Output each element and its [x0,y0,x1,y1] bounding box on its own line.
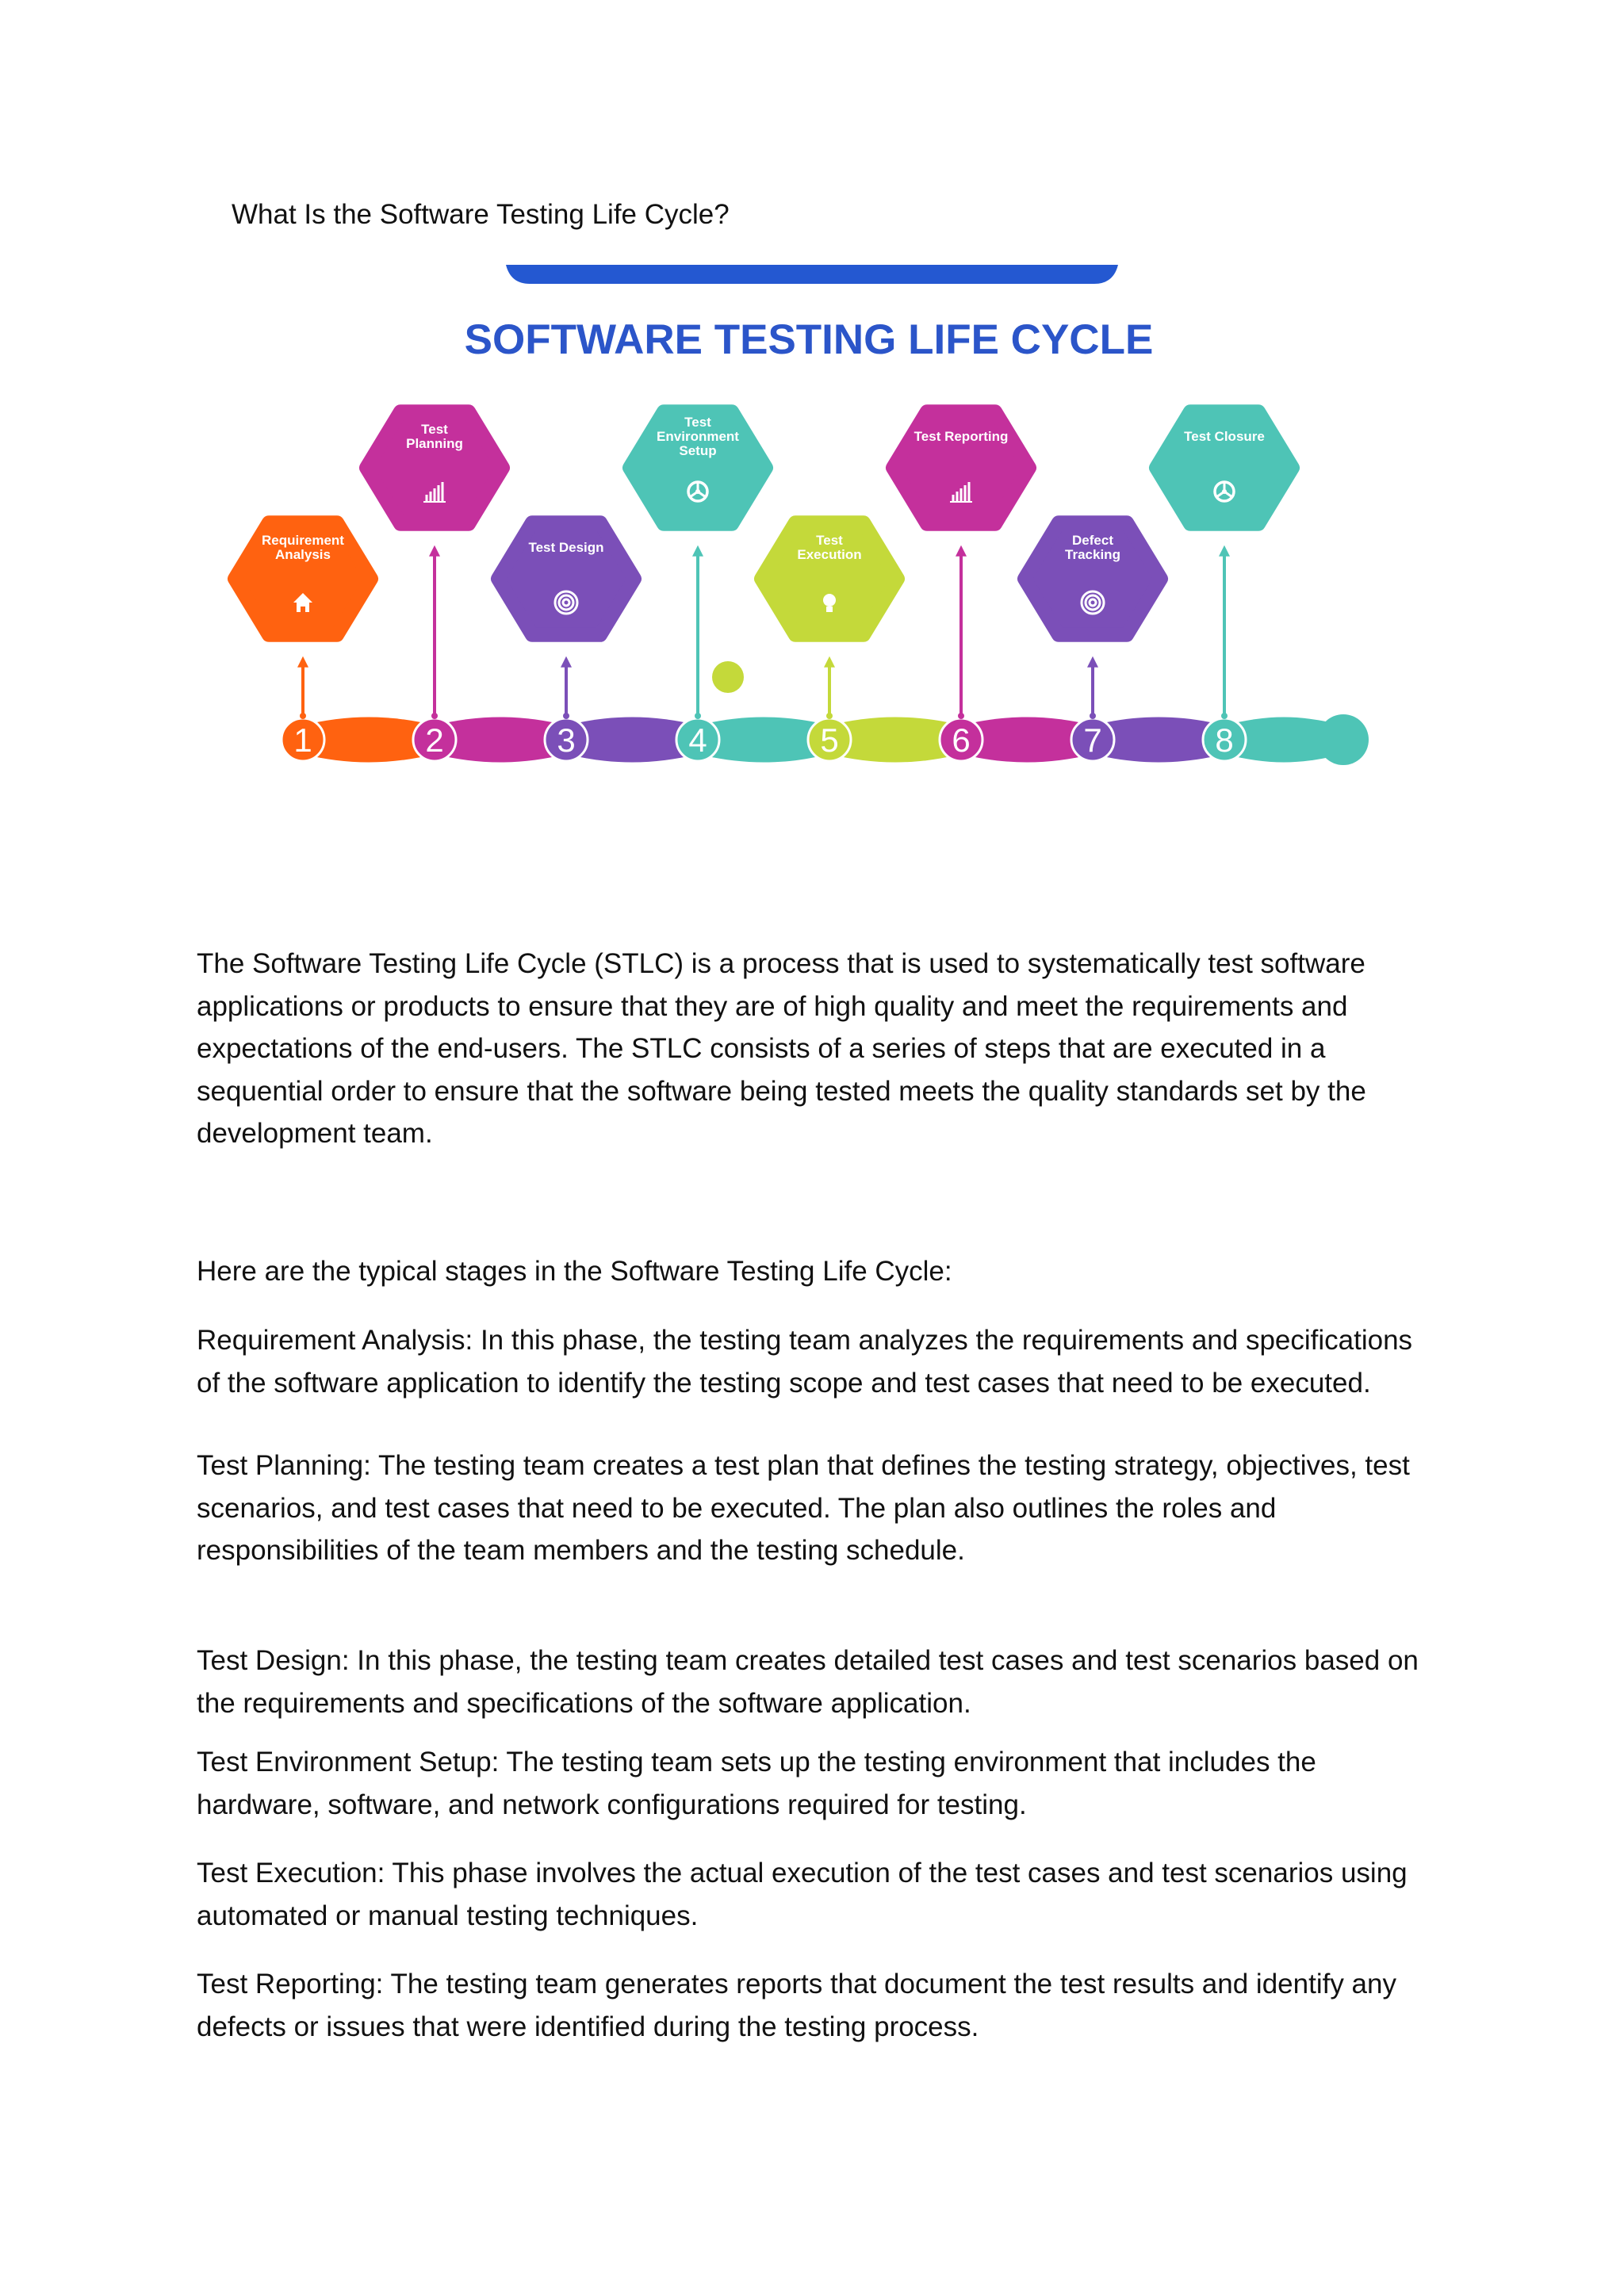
stage-hexagon [630,411,766,524]
stage-label: Test Reporting [914,429,1009,444]
stage-number: 8 [1215,721,1234,759]
stage-number: 1 [293,721,312,759]
decorative-dot [712,661,744,693]
stage-number: 7 [1083,721,1102,759]
test-reporting-paragraph: Test Reporting: The testing team generates reports that document the test results and identify any defects or issues that were identified during the testing process. [197,1969,1396,2042]
stage-label: Test [816,533,843,548]
stage-label: Requirement [262,533,344,548]
top-accent-bar [506,265,1118,284]
stage-number: 2 [425,721,444,759]
stlc-diagram [214,254,1419,809]
stage-label: Environment [657,429,739,444]
stage-number: 4 [688,721,707,759]
connector-arrow [1219,545,1230,719]
connector-arrow [429,545,440,719]
stage-label: Setup [679,443,717,458]
timeline-end-cap [1318,714,1369,765]
stage-label: Execution [797,547,862,562]
stage-hexagon [761,522,898,635]
stage-hexagon [1156,411,1293,524]
test-environment-setup-paragraph: Test Environment Setup: The testing team sets up the testing environment that includes the hardware, software, and network configurations required for testing. [197,1747,1316,1820]
stage-label: Test [684,415,711,430]
stage-label: Test Design [528,540,604,555]
stage-label: Test [421,422,448,437]
connector-arrow [561,656,572,719]
requirement-analysis-paragraph: Requirement Analysis: In this phase, the testing team analyzes the requirements and specifications of the software application to identify the testing scope and test cases that need to be executed. [197,1325,1413,1399]
page-heading: What Is the Software Testing Life Cycle? [232,199,730,230]
timeline-track [282,661,1369,765]
connector-arrow [956,545,967,719]
stages-intro-paragraph: Here are the typical stages in the Software Testing Life Cycle: [197,1256,952,1287]
stage-hexagon [366,411,503,524]
connector-arrow [1087,656,1098,719]
stage-hexagons [235,411,1293,635]
stlc-diagram-svg [214,254,1419,809]
intro-paragraph: The Software Testing Life Cycle (STLC) is a process that is used to systematically test software applications or products to ensure that they are of high quality and meet the requirements and expectations of the end-users. The STLC consists of a series of steps that are executed in a sequential order to ensure that the software being tested meets the quality standards set by the development team. [197,948,1366,1149]
test-execution-paragraph: Test Execution: This phase involves the actual execution of the test cases and test scenarios using automated or manual testing techniques. [197,1858,1408,1931]
stage-label: Analysis [275,547,331,562]
stage-hexagon [1025,522,1161,635]
stage-hexagon [893,411,1029,524]
diagram-title: SOFTWARE TESTING LIFE CYCLE [464,316,1154,363]
connector-arrow [692,545,703,719]
stage-hexagon [235,522,371,635]
stage-hexagon [498,522,634,635]
connector-arrow [297,656,308,719]
test-planning-paragraph: Test Planning: The testing team creates a test plan that defines the testing strategy, objectives, test scenarios, and test cases that need to be executed. The plan also outlines the roles and responsibilities of the team members and the testing schedule. [197,1450,1410,1566]
stage-number: 6 [952,721,971,759]
stage-label: Test Closure [1184,429,1265,444]
test-design-paragraph: Test Design: In this phase, the testing team creates detailed test cases and test scenarios based on the requirements and specifications of the software application. [197,1645,1419,1719]
connector-arrow [824,656,835,719]
stage-number: 3 [557,721,576,759]
stage-label: Tracking [1065,547,1120,562]
stage-label: Planning [406,436,463,451]
stage-label: Defect [1072,533,1113,548]
stage-number: 5 [820,721,839,759]
